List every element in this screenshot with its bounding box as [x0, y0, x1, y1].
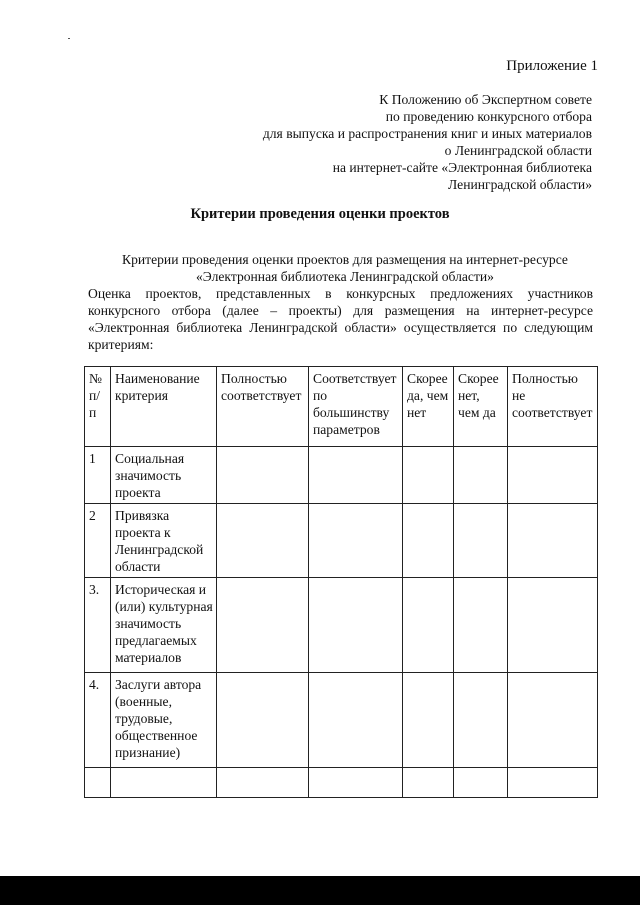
row-number: 2: [85, 504, 111, 578]
addressee-line: о Ленинградской области: [444, 143, 592, 158]
score-cell: [217, 673, 309, 768]
score-cell: [403, 504, 454, 578]
table-row: [85, 504, 598, 578]
column-header: Наименование критерия: [111, 367, 217, 447]
score-cell: [403, 578, 454, 673]
table-row: [85, 447, 598, 504]
column-header: Полностью соответствует: [217, 367, 309, 447]
addressee-line: Ленинградской области»: [448, 177, 592, 192]
criterion-name: Привязка проекта к Ленинградской области: [111, 504, 217, 578]
score-cell: [309, 504, 403, 578]
score-cell: [217, 578, 309, 673]
document-title: Критерии проведения оценки проектов: [190, 206, 450, 222]
score-cell: [217, 504, 309, 578]
score-cell: [508, 673, 598, 768]
score-cell: [454, 504, 508, 578]
criteria-table: [84, 366, 598, 798]
scan-speck: [68, 38, 70, 39]
addressee-line: для выпуска и распространения книг и иных материалов: [262, 126, 592, 141]
intro-paragraph: Оценка проектов, представленных в конкурсных предложениях участников конкурсного отбора (далее – проекты) для размещения на интернет-ресурсе «Электронная библиотека Ленинградской области» осуществляется по следующим критериям:: [88, 286, 593, 352]
score-cell: [309, 447, 403, 504]
appendix-label: Приложение 1: [506, 58, 598, 74]
addressee-line: по проведению конкурсного отбора: [385, 109, 592, 124]
score-cell: [508, 578, 598, 673]
criterion-name: Историческая и (или) культурная значимость предлагаемых материалов: [111, 578, 217, 673]
document-subtitle: Критерии проведения оценки проектов для размещения на интернет-ресурсе «Электронная библиотека Ленинградской области»: [122, 252, 568, 284]
column-header: № п/п: [85, 367, 111, 447]
table-row: [85, 673, 598, 768]
column-header: Скорее да, чем нет: [403, 367, 454, 447]
scan-bottom-edge: [0, 876, 640, 905]
score-cell: [508, 447, 598, 504]
criterion-name: [111, 768, 217, 798]
score-cell: [454, 673, 508, 768]
row-number: 3.: [85, 578, 111, 673]
score-cell: [454, 578, 508, 673]
score-cell: [217, 447, 309, 504]
score-cell: [309, 578, 403, 673]
criterion-name: Социальная значимость проекта: [111, 447, 217, 504]
column-header: Соответствует по большинству параметров: [309, 367, 403, 447]
score-cell: [403, 447, 454, 504]
score-cell: [403, 768, 454, 798]
column-header: Полностью не соответствует: [508, 367, 598, 447]
score-cell: [217, 768, 309, 798]
row-number: 4.: [85, 673, 111, 768]
score-cell: [454, 768, 508, 798]
criterion-name: Заслуги автора (военные, трудовые, общественное признание): [111, 673, 217, 768]
score-cell: [309, 768, 403, 798]
addressee-block: [172, 91, 592, 193]
score-cell: [508, 504, 598, 578]
score-cell: [309, 673, 403, 768]
table-header-row: [85, 367, 598, 447]
table-row: [85, 578, 598, 673]
score-cell: [403, 673, 454, 768]
score-cell: [454, 447, 508, 504]
column-header: Скорее нет, чем да: [454, 367, 508, 447]
row-number: [85, 768, 111, 798]
row-number: 1: [85, 447, 111, 504]
addressee-line: К Положению об Экспертном совете: [379, 92, 592, 107]
table-row: [85, 768, 598, 798]
score-cell: [508, 768, 598, 798]
addressee-line: на интернет-сайте «Электронная библиотека: [332, 160, 592, 175]
